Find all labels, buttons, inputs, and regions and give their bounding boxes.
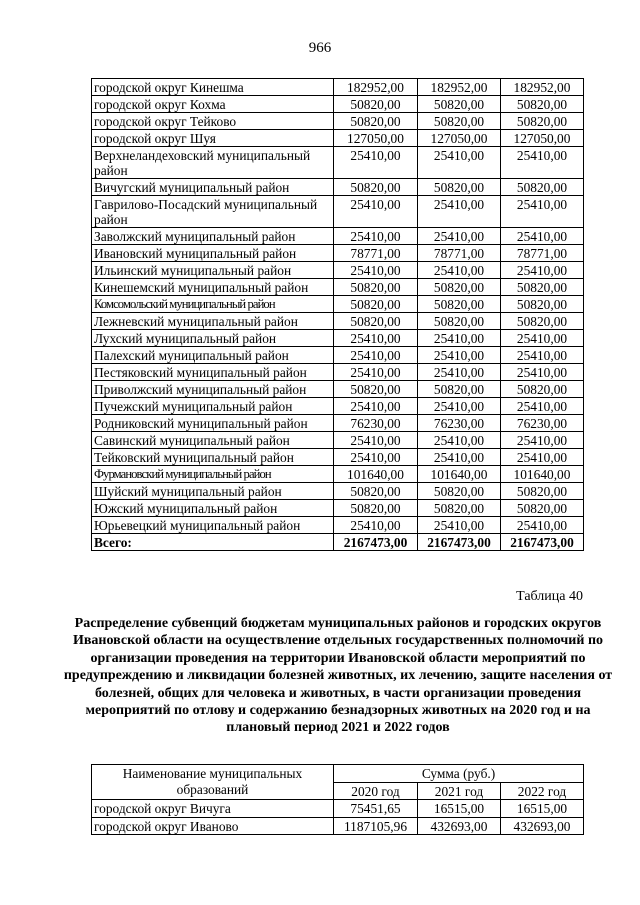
amount-2020: 50820,00 <box>334 381 418 398</box>
amount-2020: 25410,00 <box>334 262 418 279</box>
amount-2020: 127050,00 <box>334 130 418 147</box>
amount-2020: 182952,00 <box>334 79 418 96</box>
amount-2022: 25410,00 <box>501 398 584 415</box>
amount-2020: 50820,00 <box>334 313 418 330</box>
table-row <box>92 279 584 296</box>
table-row <box>92 296 584 313</box>
amount-2021: 2167473,00 <box>418 534 501 551</box>
amount-2021: 25410,00 <box>418 449 501 466</box>
amount-2022: 2167473,00 <box>501 534 584 551</box>
amount-2020: 50820,00 <box>334 96 418 113</box>
table-row <box>92 466 584 483</box>
table-row <box>92 347 584 364</box>
table-row <box>92 96 584 113</box>
amount-2021: 182952,00 <box>418 79 501 96</box>
table-row <box>92 113 584 130</box>
amount-2022: 50820,00 <box>501 313 584 330</box>
amount-2022: 25410,00 <box>501 432 584 449</box>
amount-2020: 25410,00 <box>334 364 418 381</box>
table-row <box>92 449 584 466</box>
amount-2022: 50820,00 <box>501 296 584 313</box>
amount-2020: 76230,00 <box>334 415 418 432</box>
amount-2021: 25410,00 <box>418 432 501 449</box>
amount-2020: 50820,00 <box>334 113 418 130</box>
amount-2022: 16515,00 <box>501 800 584 818</box>
table-row <box>92 130 584 147</box>
total-row <box>92 534 584 551</box>
district-name: Тейковский муниципальный район <box>92 449 334 466</box>
amount-2020: 50820,00 <box>334 279 418 296</box>
district-name: Палехский муниципальный район <box>92 347 334 364</box>
amount-2020: 25410,00 <box>334 398 418 415</box>
amount-2022: 25410,00 <box>501 330 584 347</box>
amount-2022: 25410,00 <box>501 364 584 381</box>
table-caption: Таблица 40 <box>516 589 583 604</box>
district-name: Южский муниципальный район <box>92 500 334 517</box>
amount-2020: 50820,00 <box>334 483 418 500</box>
table-row <box>92 245 584 262</box>
amount-2022: 50820,00 <box>501 96 584 113</box>
amount-2022: 50820,00 <box>501 483 584 500</box>
table-row <box>92 147 584 179</box>
amount-2021: 50820,00 <box>418 113 501 130</box>
district-name: Лежневский муниципальный район <box>92 313 334 330</box>
amount-2020: 50820,00 <box>334 500 418 517</box>
column-header-2021: 2021 год <box>418 782 501 800</box>
amount-2022: 25410,00 <box>501 449 584 466</box>
table-header-row <box>92 765 584 783</box>
amount-2020: 101640,00 <box>334 466 418 483</box>
table-row <box>92 330 584 347</box>
amount-2021: 25410,00 <box>418 364 501 381</box>
district-name: Ивановский муниципальный район <box>92 245 334 262</box>
column-header-2022: 2022 год <box>501 782 584 800</box>
amount-2020: 25410,00 <box>334 517 418 534</box>
district-name: Юрьевецкий муниципальный район <box>92 517 334 534</box>
district-name: Всего: <box>92 534 334 551</box>
amount-2022: 127050,00 <box>501 130 584 147</box>
amount-2022: 78771,00 <box>501 245 584 262</box>
district-name: Пучежский муниципальный район <box>92 398 334 415</box>
amount-2021: 25410,00 <box>418 330 501 347</box>
district-name: городской округ Кохма <box>92 96 334 113</box>
amount-2020: 1187105,96 <box>334 817 418 835</box>
amount-2020: 25410,00 <box>334 196 418 228</box>
table-row <box>92 398 584 415</box>
subvention-table-40 <box>91 764 584 835</box>
amount-2021: 76230,00 <box>418 415 501 432</box>
amount-2020: 50820,00 <box>334 179 418 196</box>
amount-2022: 25410,00 <box>501 347 584 364</box>
amount-2022: 50820,00 <box>501 279 584 296</box>
amount-2022: 50820,00 <box>501 381 584 398</box>
amount-2021: 50820,00 <box>418 483 501 500</box>
district-name: городской округ Вичуга <box>92 800 334 818</box>
amount-2022: 25410,00 <box>501 147 584 179</box>
amount-2020: 25410,00 <box>334 432 418 449</box>
amount-2021: 78771,00 <box>418 245 501 262</box>
table-row <box>92 313 584 330</box>
column-header-name: Наименование муниципальных образований <box>92 765 334 800</box>
column-header-2020: 2020 год <box>334 782 418 800</box>
amount-2021: 25410,00 <box>418 196 501 228</box>
district-name: Гаврилово-Посадский муниципальный район <box>92 196 334 228</box>
amount-2020: 50820,00 <box>334 296 418 313</box>
district-name: городской округ Иваново <box>92 817 334 835</box>
table-row <box>92 517 584 534</box>
amount-2021: 25410,00 <box>418 262 501 279</box>
amount-2020: 75451,65 <box>334 800 418 818</box>
district-name: Пестяковский муниципальный район <box>92 364 334 381</box>
district-name: Родниковский муниципальный район <box>92 415 334 432</box>
amount-2020: 78771,00 <box>334 245 418 262</box>
amount-2022: 25410,00 <box>501 196 584 228</box>
district-name: городской округ Шуя <box>92 130 334 147</box>
table-row <box>92 432 584 449</box>
table-row <box>92 483 584 500</box>
amount-2022: 50820,00 <box>501 500 584 517</box>
table-row <box>92 800 584 818</box>
amount-2020: 25410,00 <box>334 449 418 466</box>
table-row <box>92 381 584 398</box>
district-name: Вичугский муниципальный район <box>92 179 334 196</box>
page-number: 966 <box>308 40 332 56</box>
district-name: Приволжский муниципальный район <box>92 381 334 398</box>
amount-2022: 25410,00 <box>501 228 584 245</box>
district-name: Кинешемский муниципальный район <box>92 279 334 296</box>
amount-2022: 432693,00 <box>501 817 584 835</box>
amount-2021: 127050,00 <box>418 130 501 147</box>
district-name: Верхнеландеховский муниципальный район <box>92 147 334 179</box>
amount-2022: 25410,00 <box>501 262 584 279</box>
amount-2022: 182952,00 <box>501 79 584 96</box>
table-row <box>92 228 584 245</box>
amount-2020: 25410,00 <box>334 228 418 245</box>
table-row <box>92 817 584 835</box>
district-name: Шуйский муниципальный район <box>92 483 334 500</box>
table-row <box>92 262 584 279</box>
subvention-table-continued <box>91 78 584 551</box>
district-name: Комсомольский муниципальный район <box>92 296 334 313</box>
amount-2021: 50820,00 <box>418 500 501 517</box>
column-header-sum: Сумма (руб.) <box>334 765 584 783</box>
amount-2021: 50820,00 <box>418 381 501 398</box>
amount-2022: 101640,00 <box>501 466 584 483</box>
table-row <box>92 500 584 517</box>
district-name: Савинский муниципальный район <box>92 432 334 449</box>
amount-2021: 432693,00 <box>418 817 501 835</box>
amount-2021: 25410,00 <box>418 517 501 534</box>
amount-2022: 25410,00 <box>501 517 584 534</box>
amount-2021: 25410,00 <box>418 347 501 364</box>
amount-2020: 25410,00 <box>334 347 418 364</box>
district-name: городской округ Тейково <box>92 113 334 130</box>
table-row <box>92 364 584 381</box>
table-row <box>92 415 584 432</box>
district-name: Фурмановский муниципальный район <box>92 466 334 483</box>
district-name: городской округ Кинешма <box>92 79 334 96</box>
amount-2021: 16515,00 <box>418 800 501 818</box>
amount-2021: 50820,00 <box>418 296 501 313</box>
district-name: Заволжский муниципальный район <box>92 228 334 245</box>
amount-2021: 50820,00 <box>418 96 501 113</box>
amount-2021: 50820,00 <box>418 179 501 196</box>
amount-2020: 25410,00 <box>334 147 418 179</box>
amount-2021: 101640,00 <box>418 466 501 483</box>
amount-2021: 25410,00 <box>418 228 501 245</box>
amount-2021: 50820,00 <box>418 279 501 296</box>
table-title: Распределение субвенций бюджетам муниципальных районов и городских округов Ивановской области на осуществление отдельных государственных полномочий по организации проведения на территории Ивановской области мероприятий по предупреждению и ликвидации болезней животных, их лечению, защите населения от болезней, общих для человека и животных, в части организации проведения мероприятий по отлову и содержанию безнадзорных животных на 2020 год и на плановый период 2021 и 2022 годов <box>63 616 613 736</box>
district-name: Ильинский муниципальный район <box>92 262 334 279</box>
amount-2021: 25410,00 <box>418 147 501 179</box>
table-row <box>92 79 584 96</box>
amount-2022: 50820,00 <box>501 113 584 130</box>
table-row <box>92 179 584 196</box>
amount-2021: 25410,00 <box>418 398 501 415</box>
amount-2022: 76230,00 <box>501 415 584 432</box>
district-name: Лухский муниципальный район <box>92 330 334 347</box>
table-row <box>92 196 584 228</box>
amount-2020: 25410,00 <box>334 330 418 347</box>
amount-2020: 2167473,00 <box>334 534 418 551</box>
amount-2021: 50820,00 <box>418 313 501 330</box>
amount-2022: 50820,00 <box>501 179 584 196</box>
